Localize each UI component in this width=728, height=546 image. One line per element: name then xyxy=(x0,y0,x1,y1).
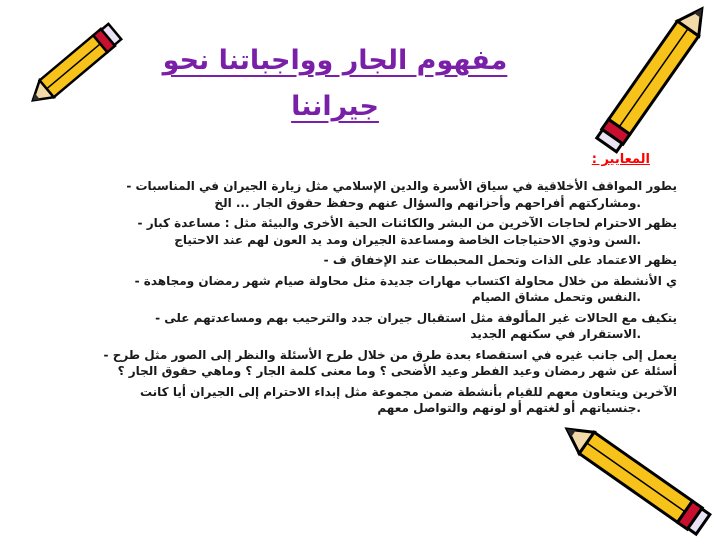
list-item-line: يتكيف مع الحالات غير المألوفة مثل استقبال جيران جدد والترحيب بهم ومساعدتهم على - xyxy=(155,310,677,325)
criteria-label: المعايير : xyxy=(591,152,650,167)
list-item-line: .السن وذوي الاحتياجات الخاصة ومساعدة الجيران ومد يد العون لهم عند الاحتياج xyxy=(174,232,641,247)
list-item-line: أسئلة عن شهر رمضان وعيد الفطر وعيد الأضحى ؟ وما معنى كلمة الجار ؟ وماهي حقوق الجار ؟ xyxy=(117,364,677,378)
list-item xyxy=(62,273,677,306)
list-item-line: يعمل إلى جانب غيره في استقصاء بعدة طرق من خلال طرح الأسئلة والنظر إلى الصور مثل طرح - xyxy=(103,347,677,362)
list-item-line: .جنسياتهم أو لغتهم أو لونهم والتواصل معهم xyxy=(377,401,641,415)
list-item xyxy=(62,384,677,417)
list-item xyxy=(62,215,677,248)
criteria-list xyxy=(62,178,677,421)
list-item-line: الآخرين ويتعاون معهم للقيام بأنشطة ضمن مجموعة مثل إبداء الاحترام إلى الجيران أيا كانت xyxy=(139,384,677,399)
pencil-icon-right xyxy=(560,0,728,175)
list-item-line: يطور المواقف الأخلاقية في سياق الأسرة والدين الإسلامي مثل زيارة الجيران في المناسبات - xyxy=(126,179,677,193)
list-item-line: .النفس وتحمل مشاق الصيام xyxy=(471,290,641,304)
list-item-line: .الاستقرار في سكنهم الجديد xyxy=(470,327,641,341)
list-item xyxy=(62,252,677,269)
page-title xyxy=(110,38,560,130)
title-line-1: مفهوم الجار وواجباتنا نحو xyxy=(162,45,508,76)
list-item xyxy=(62,347,677,380)
list-item xyxy=(62,178,677,211)
list-item-line: .ومشاركتهم أفراحهم وأحزانهم والسؤال عنهم وحفظ حقوق الجار ... الخ xyxy=(214,195,641,210)
list-item-line: ي الأنشطة من خلال محاولة اكتساب مهارات جديدة مثل محاولة صيام شهر رمضان ومجاهدة - xyxy=(134,273,677,288)
list-item-line: يظهر الاحترام لحاجات الآخرين من البشر والكائنات الحية الأخرى والبيئة مثل : مساعدة كبار - xyxy=(137,216,677,230)
list-item xyxy=(62,310,677,343)
list-item-line: يظهر الاعتماد على الذات وتحمل المحبطات عند الإخفاق ف - xyxy=(323,253,677,267)
pencil-icon-bottom-right xyxy=(560,420,728,546)
title-line-2: جيراننا xyxy=(291,91,379,122)
